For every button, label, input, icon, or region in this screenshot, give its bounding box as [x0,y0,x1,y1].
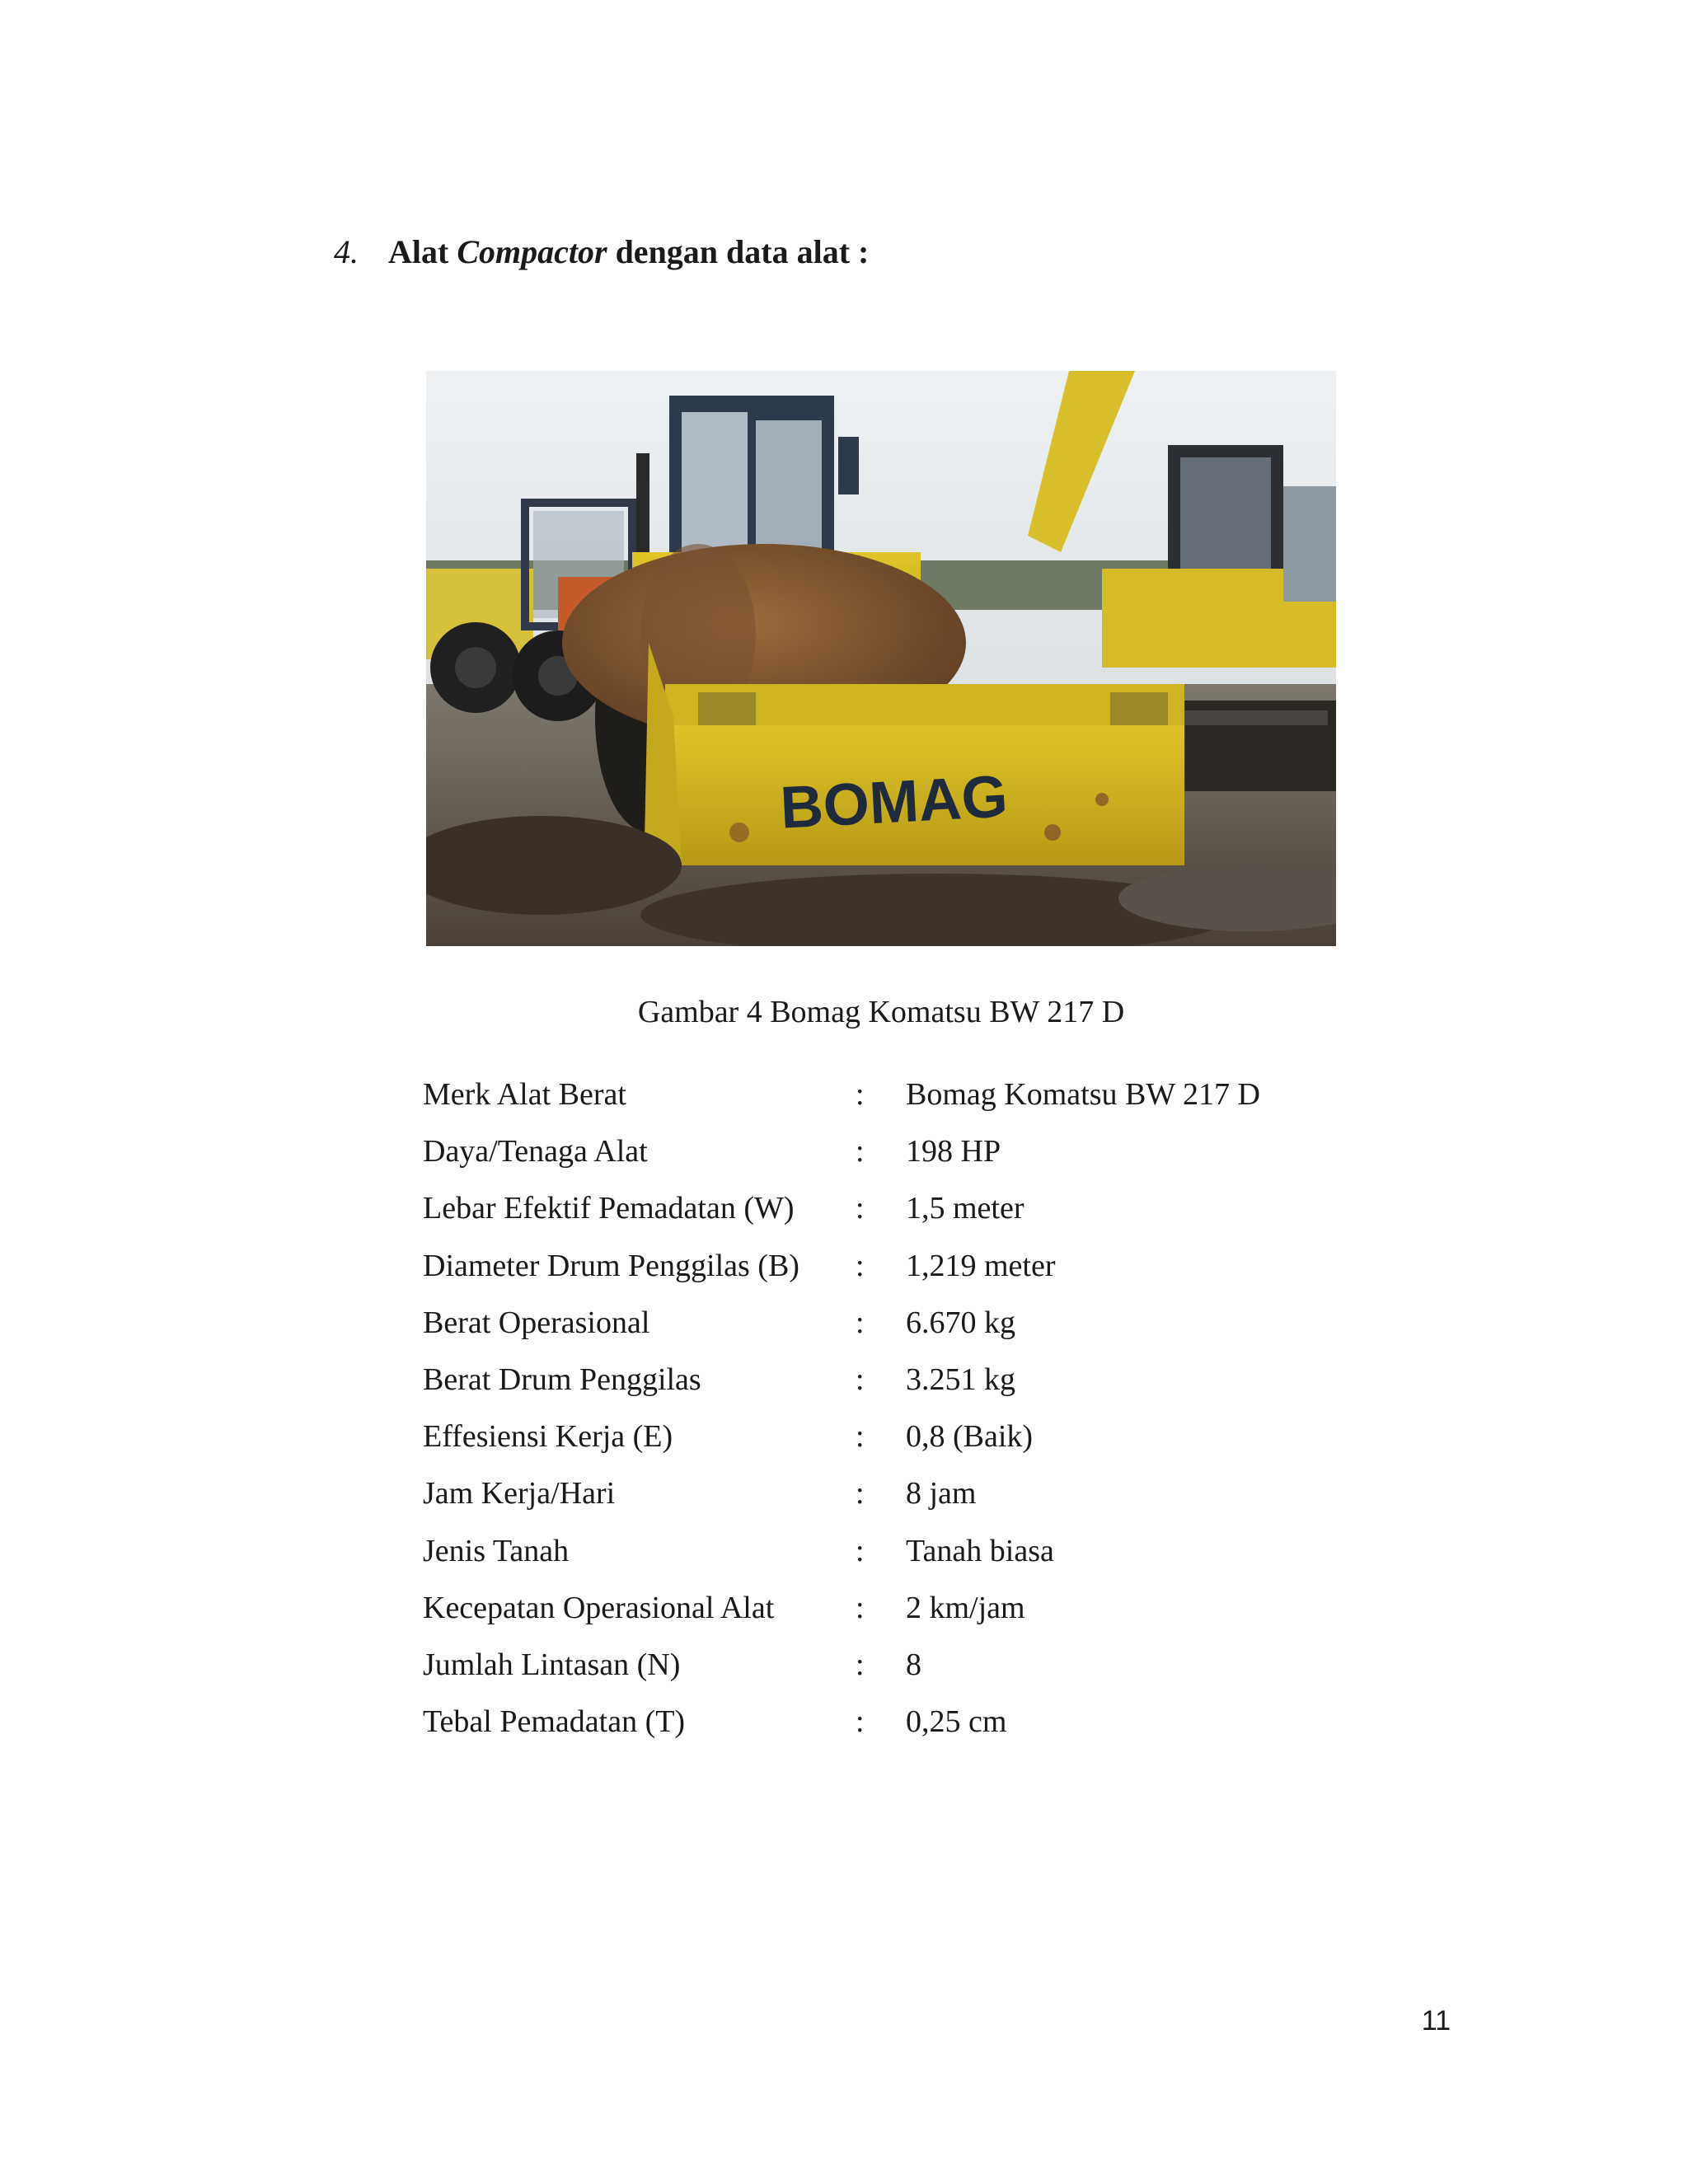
spec-label: Effesiensi Kerja (E) [423,1419,673,1455]
spec-label: Kecepatan Operasional Alat [423,1590,775,1625]
spec-row [423,1243,1395,1300]
spec-label: Jumlah Lintasan (N) [423,1647,681,1682]
spec-row [423,1642,1395,1699]
spec-value: Tanah biasa [906,1533,1054,1568]
section-heading [334,229,869,275]
spec-row [423,1470,1395,1527]
spec-label: Tebal Pemadatan (T) [423,1704,686,1740]
heading-text-before: Alat [388,233,449,270]
compactor-illustration [426,371,1336,946]
spec-value: 1,5 meter [906,1191,1025,1226]
spec-separator: : [856,1248,865,1283]
spec-separator: : [856,1647,865,1682]
spec-value: 0,25 cm [906,1704,1007,1740]
spec-value: 0,8 (Baik) [906,1419,1034,1455]
spec-row [423,1585,1395,1642]
figure-caption: Gambar 4 Bomag Komatsu BW 217 D [637,995,1125,1029]
spec-label: Lebar Efektif Pemadatan (W) [423,1191,795,1226]
spec-row [423,1128,1395,1185]
spec-value: 8 [906,1647,921,1682]
spec-row [423,1071,1395,1128]
spec-label: Jenis Tanah [423,1533,570,1568]
spec-label: Berat Operasional [423,1305,650,1340]
spec-label: Berat Drum Penggilas [423,1361,701,1397]
spec-row [423,1300,1395,1357]
bomag-decal: BOMAG [778,763,1010,841]
spec-value: 198 HP [906,1134,1001,1169]
spec-value: 6.670 kg [906,1305,1015,1340]
spec-row [423,1699,1395,1755]
section-number: 4. [334,233,359,270]
spec-table [423,1071,1395,1755]
spec-row [423,1413,1395,1470]
spec-value: Bomag Komatsu BW 217 D [906,1077,1260,1112]
page-number: 11 [1421,2005,1451,2036]
spec-separator: : [856,1476,865,1511]
heading-text-italic: Compactor [457,233,607,270]
heading-text-after: dengan data alat : [615,233,870,270]
spec-label: Diameter Drum Penggilas (B) [423,1248,799,1283]
compactor-photo [426,371,1336,946]
spec-value: 2 km/jam [906,1590,1025,1625]
spec-value: 3.251 kg [906,1361,1015,1397]
spec-separator: : [856,1704,865,1740]
spec-separator: : [856,1134,865,1169]
spec-label: Jam Kerja/Hari [423,1476,616,1511]
spec-separator: : [856,1533,865,1568]
spec-label: Daya/Tenaga Alat [423,1134,648,1169]
spec-separator: : [856,1077,865,1112]
spec-row [423,1185,1395,1242]
spec-row [423,1357,1395,1413]
spec-separator: : [856,1305,865,1340]
spec-value: 8 jam [906,1476,977,1511]
spec-separator: : [856,1419,865,1455]
spec-label: Merk Alat Berat [423,1077,626,1112]
spec-separator: : [856,1590,865,1625]
spec-row [423,1528,1395,1585]
spec-separator: : [856,1361,865,1397]
spec-value: 1,219 meter [906,1248,1056,1283]
spec-separator: : [856,1191,865,1226]
